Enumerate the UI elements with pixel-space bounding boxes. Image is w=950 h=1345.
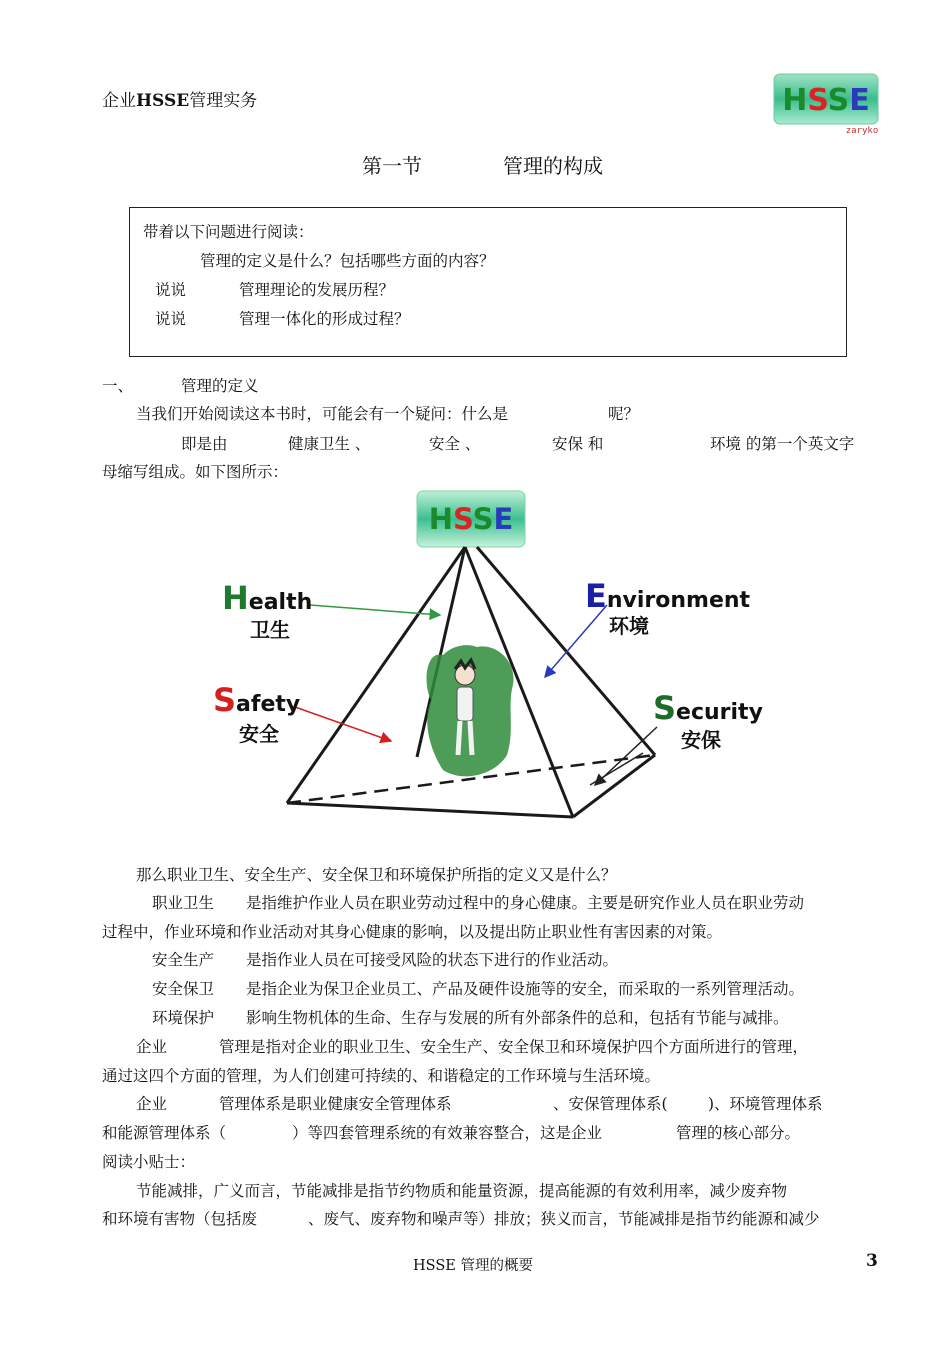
box-question-1: 管理的定义是什么？包括哪些方面的内容？ [200, 252, 495, 270]
running-header [102, 86, 257, 111]
definition-term: 环境保护 [152, 1009, 215, 1027]
label-health-zh: 卫生 [250, 618, 290, 642]
label-security: Security [653, 689, 763, 727]
paragraph-line: 当我们开始阅读这本书时，可能会有一个疑问：什么是 [136, 405, 509, 423]
definition-text: 影响生物机体的生命、生存与发展的所有外部条件的总和，包括有节能与减排。 [246, 1009, 789, 1027]
paragraph-fragment: 安保 和 [552, 435, 604, 453]
environment-arrow [545, 605, 607, 677]
definition-term: 职业卫生 [152, 894, 215, 912]
tip-text: 和环境有害物（包括废 [102, 1210, 258, 1228]
paragraph-fragment: )、环境管理体系 [708, 1095, 823, 1113]
header-suffix: 管理实务 [189, 91, 258, 111]
paragraph-fragment: 管理体系是职业健康安全管理体系 [219, 1095, 452, 1113]
paragraph-fragment: 环境 的第一个英文字 [710, 435, 855, 453]
paragraph-line: 呢？ [608, 405, 640, 423]
tip-heading: 阅读小贴士： [102, 1153, 196, 1171]
box-question-3-prefix: 说说 [155, 310, 187, 328]
definition-text: 是指维护作业人员在职业劳动过程中的身心健康。主要是研究作业人员在职业劳动 [246, 894, 805, 912]
paragraph-line: 那么职业卫生、安全生产、安全保卫和环境保护所指的定义又是什么？ [136, 866, 617, 884]
safety-arrow [295, 707, 391, 741]
figure-logo [417, 491, 525, 547]
paragraph-fragment: 企业 [136, 1095, 168, 1113]
box-question-2-prefix: 说说 [155, 281, 187, 299]
svg-text:HSSE: HSSE [428, 502, 514, 536]
section-label: 第一节 [362, 154, 422, 178]
label-security-zh: 安保 [681, 728, 721, 752]
paragraph-fragment: 即是由 [181, 435, 228, 453]
paragraph-fragment: 健康卫生 、 [288, 435, 371, 453]
label-health: Health [222, 579, 313, 617]
label-environment-zh: 环境 [609, 614, 649, 638]
page-footer: HSSE 管理的概要 [413, 1258, 533, 1274]
paragraph-fragment: 管理是指对企业的职业卫生、安全生产、安全保卫和环境保护四个方面所进行的管理， [219, 1038, 809, 1056]
reading-questions-box [129, 207, 847, 357]
label-environment: Environment [585, 577, 751, 615]
definition-text: 是指作业人员在可接受风险的状态下进行的作业活动。 [246, 951, 619, 969]
paragraph-fragment: 安全 、 [429, 435, 481, 453]
box-intro: 带着以下问题进行阅读： [143, 223, 314, 241]
paragraph-line: 母缩写组成。如下图所示： [102, 463, 289, 481]
page-number: 3 [866, 1251, 878, 1271]
label-safety-zh: 安全 [239, 722, 279, 746]
definition-text: 是指企业为保卫企业员工、产品及硬件设施等的安全，而采取的一系列管理活动。 [246, 980, 805, 998]
box-question-2: 管理理论的发展历程？ [239, 281, 395, 299]
header-bold: HSSE [136, 91, 190, 111]
tip-text: 节能减排，广义而言，节能减排是指节约物质和能量资源，提高能源的有效利用率，减少废弃物 [136, 1182, 788, 1200]
paragraph-fragment: ）等四套管理系统的有效兼容整合，这是企业 [292, 1124, 603, 1142]
definition-term: 安全保卫 [152, 980, 215, 998]
tip-text: 、废气、废弃物和噪声等）排放；狭义而言，节能减排是指节约能源和减少 [308, 1210, 820, 1228]
header-prefix: 企业 [102, 91, 136, 111]
part-heading: 管理的定义 [181, 377, 259, 395]
paragraph-fragment: 、安保管理体系( [553, 1095, 668, 1113]
svg-text:HSSE: HSSE [782, 83, 870, 118]
hsse-pyramid-figure [195, 485, 775, 830]
svg-text:zaryko: zaryko [845, 126, 879, 136]
paragraph-line: 通过这四个方面的管理，为人们创建可持续的、和谐稳定的工作环境与生活环境。 [102, 1067, 661, 1085]
definition-term: 安全生产 [152, 951, 215, 969]
paragraph-fragment: 和能源管理体系（ [102, 1124, 227, 1142]
paragraph-fragment: 企业 [136, 1038, 168, 1056]
hsse-logo [772, 70, 882, 136]
definition-text: 过程中，作业环境和作业活动对其身心健康的影响，以及提出防止职业性有害因素的对策。 [102, 923, 723, 941]
section-title: 管理的构成 [503, 154, 603, 178]
part-number: 一、 [102, 377, 134, 395]
paragraph-fragment: 管理的核心部分。 [676, 1124, 801, 1142]
box-question-3: 管理一体化的形成过程？ [239, 310, 410, 328]
person-illustration [427, 645, 514, 776]
label-safety: Safety [213, 681, 301, 719]
